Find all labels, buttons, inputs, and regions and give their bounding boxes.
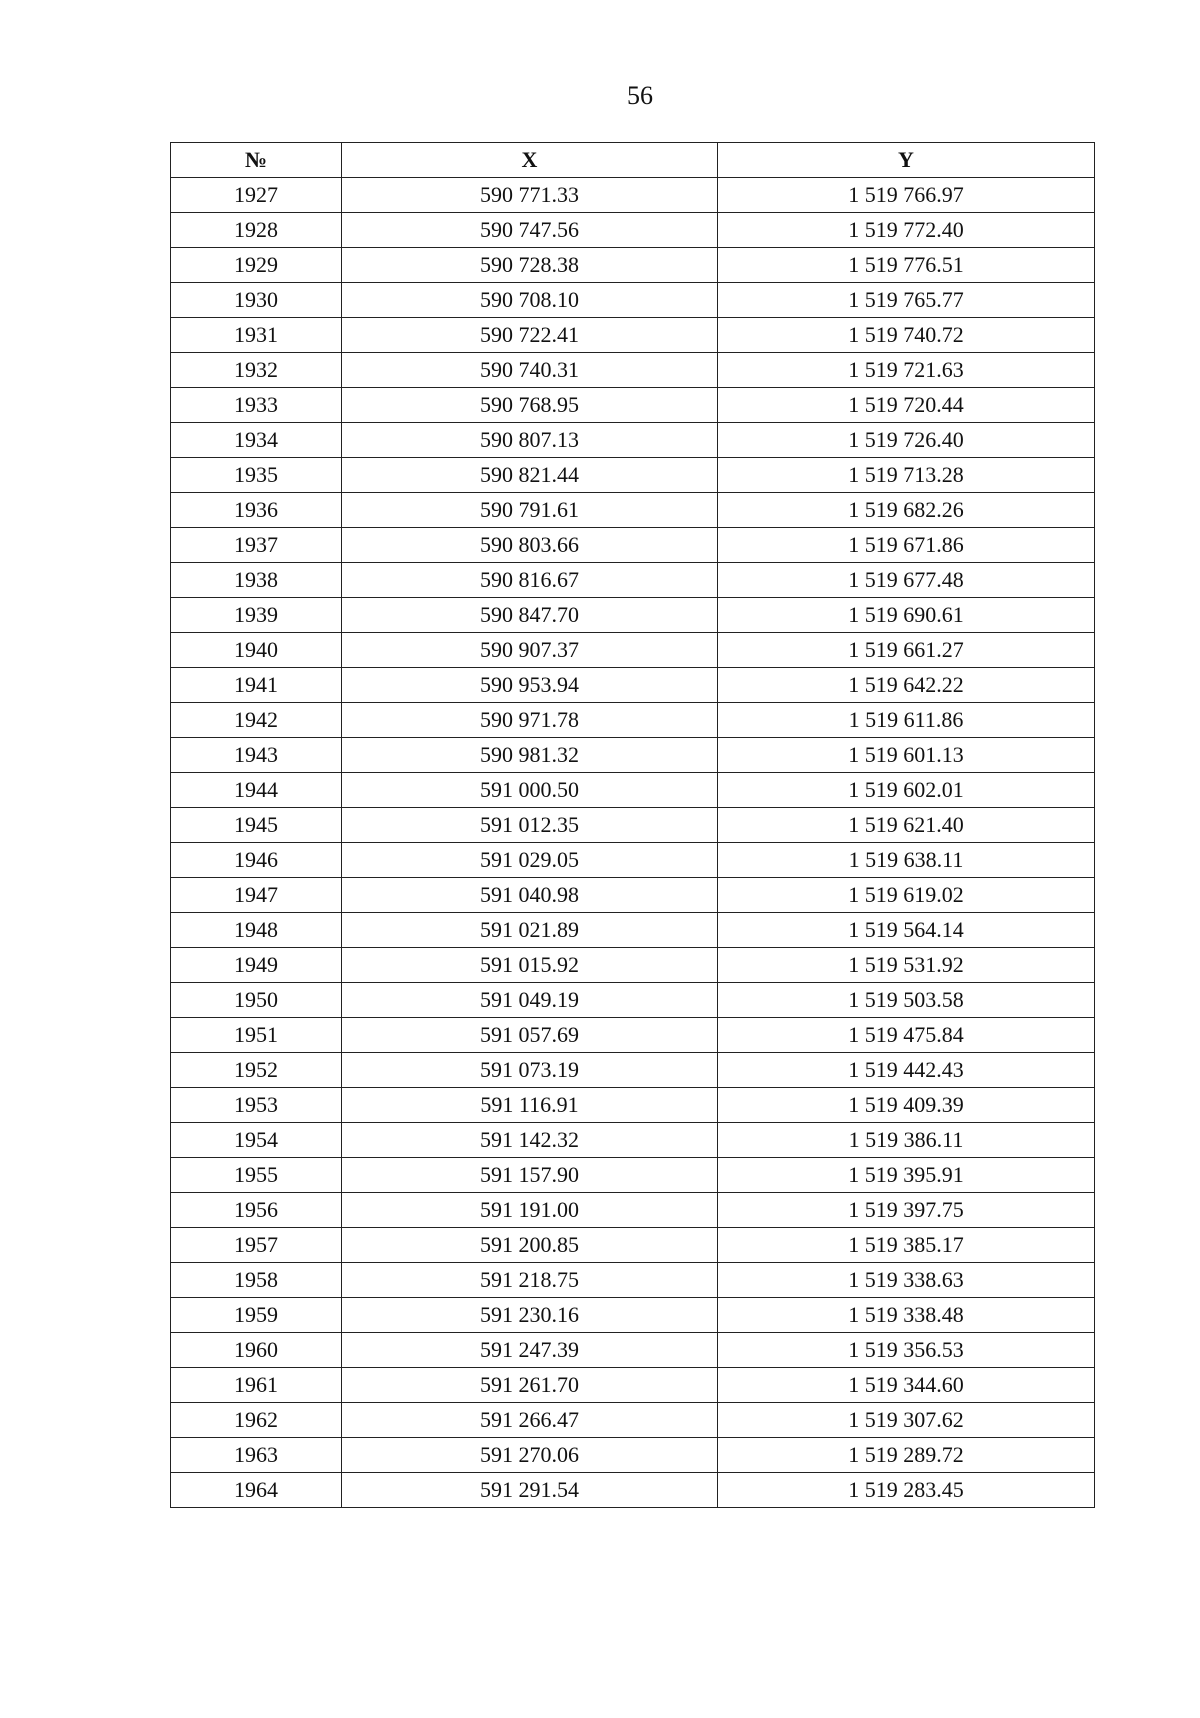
cell-x-coordinate: 591 191.00 bbox=[342, 1193, 718, 1228]
table-row bbox=[171, 423, 1095, 458]
cell-y-coordinate: 1 519 671.86 bbox=[718, 528, 1095, 563]
table-row bbox=[171, 1228, 1095, 1263]
page-number: 56 bbox=[627, 81, 653, 110]
cell-y-coordinate: 1 519 531.92 bbox=[718, 948, 1095, 983]
cell-point-number: 1954 bbox=[171, 1123, 342, 1158]
cell-point-number: 1958 bbox=[171, 1263, 342, 1298]
cell-y-coordinate: 1 519 442.43 bbox=[718, 1053, 1095, 1088]
cell-x-coordinate: 591 000.50 bbox=[342, 773, 718, 808]
cell-x-coordinate: 591 142.32 bbox=[342, 1123, 718, 1158]
table-row bbox=[171, 703, 1095, 738]
cell-x-coordinate: 591 200.85 bbox=[342, 1228, 718, 1263]
cell-point-number: 1927 bbox=[171, 178, 342, 213]
cell-point-number: 1943 bbox=[171, 738, 342, 773]
column-header-y: Y bbox=[718, 143, 1095, 178]
cell-x-coordinate: 590 768.95 bbox=[342, 388, 718, 423]
cell-y-coordinate: 1 519 740.72 bbox=[718, 318, 1095, 353]
cell-point-number: 1928 bbox=[171, 213, 342, 248]
cell-y-coordinate: 1 519 682.26 bbox=[718, 493, 1095, 528]
table-row bbox=[171, 1298, 1095, 1333]
cell-y-coordinate: 1 519 611.86 bbox=[718, 703, 1095, 738]
cell-x-coordinate: 591 270.06 bbox=[342, 1438, 718, 1473]
cell-point-number: 1932 bbox=[171, 353, 342, 388]
table-row bbox=[171, 1158, 1095, 1193]
table-row bbox=[171, 563, 1095, 598]
cell-x-coordinate: 591 291.54 bbox=[342, 1473, 718, 1508]
cell-y-coordinate: 1 519 356.53 bbox=[718, 1333, 1095, 1368]
cell-x-coordinate: 591 040.98 bbox=[342, 878, 718, 913]
table-row bbox=[171, 773, 1095, 808]
table-row bbox=[171, 1053, 1095, 1088]
cell-point-number: 1964 bbox=[171, 1473, 342, 1508]
cell-x-coordinate: 591 157.90 bbox=[342, 1158, 718, 1193]
cell-x-coordinate: 590 981.32 bbox=[342, 738, 718, 773]
cell-x-coordinate: 591 073.19 bbox=[342, 1053, 718, 1088]
cell-y-coordinate: 1 519 621.40 bbox=[718, 808, 1095, 843]
cell-point-number: 1946 bbox=[171, 843, 342, 878]
cell-point-number: 1948 bbox=[171, 913, 342, 948]
table-row bbox=[171, 283, 1095, 318]
cell-point-number: 1957 bbox=[171, 1228, 342, 1263]
table-row bbox=[171, 1333, 1095, 1368]
cell-y-coordinate: 1 519 475.84 bbox=[718, 1018, 1095, 1053]
cell-x-coordinate: 590 821.44 bbox=[342, 458, 718, 493]
table-row bbox=[171, 178, 1095, 213]
table-row bbox=[171, 843, 1095, 878]
cell-x-coordinate: 591 247.39 bbox=[342, 1333, 718, 1368]
cell-y-coordinate: 1 519 395.91 bbox=[718, 1158, 1095, 1193]
cell-x-coordinate: 591 057.69 bbox=[342, 1018, 718, 1053]
table-row bbox=[171, 493, 1095, 528]
table-row bbox=[171, 318, 1095, 353]
cell-point-number: 1947 bbox=[171, 878, 342, 913]
cell-point-number: 1945 bbox=[171, 808, 342, 843]
coordinates-table bbox=[170, 142, 1095, 1508]
cell-point-number: 1963 bbox=[171, 1438, 342, 1473]
cell-y-coordinate: 1 519 726.40 bbox=[718, 423, 1095, 458]
cell-point-number: 1942 bbox=[171, 703, 342, 738]
cell-y-coordinate: 1 519 619.02 bbox=[718, 878, 1095, 913]
table-row bbox=[171, 948, 1095, 983]
cell-y-coordinate: 1 519 289.72 bbox=[718, 1438, 1095, 1473]
cell-x-coordinate: 590 708.10 bbox=[342, 283, 718, 318]
cell-y-coordinate: 1 519 344.60 bbox=[718, 1368, 1095, 1403]
cell-x-coordinate: 590 747.56 bbox=[342, 213, 718, 248]
cell-point-number: 1938 bbox=[171, 563, 342, 598]
table-row bbox=[171, 1263, 1095, 1298]
cell-y-coordinate: 1 519 765.77 bbox=[718, 283, 1095, 318]
table-row bbox=[171, 1438, 1095, 1473]
cell-point-number: 1950 bbox=[171, 983, 342, 1018]
cell-y-coordinate: 1 519 338.63 bbox=[718, 1263, 1095, 1298]
cell-x-coordinate: 590 847.70 bbox=[342, 598, 718, 633]
cell-y-coordinate: 1 519 690.61 bbox=[718, 598, 1095, 633]
table-header-row bbox=[171, 143, 1095, 178]
cell-y-coordinate: 1 519 601.13 bbox=[718, 738, 1095, 773]
cell-y-coordinate: 1 519 386.11 bbox=[718, 1123, 1095, 1158]
table-row bbox=[171, 1403, 1095, 1438]
cell-point-number: 1960 bbox=[171, 1333, 342, 1368]
cell-x-coordinate: 590 740.31 bbox=[342, 353, 718, 388]
cell-point-number: 1936 bbox=[171, 493, 342, 528]
table-row bbox=[171, 528, 1095, 563]
cell-point-number: 1949 bbox=[171, 948, 342, 983]
cell-x-coordinate: 590 953.94 bbox=[342, 668, 718, 703]
cell-point-number: 1929 bbox=[171, 248, 342, 283]
cell-y-coordinate: 1 519 661.27 bbox=[718, 633, 1095, 668]
cell-point-number: 1939 bbox=[171, 598, 342, 633]
table-row bbox=[171, 983, 1095, 1018]
cell-y-coordinate: 1 519 776.51 bbox=[718, 248, 1095, 283]
cell-y-coordinate: 1 519 503.58 bbox=[718, 983, 1095, 1018]
cell-y-coordinate: 1 519 409.39 bbox=[718, 1088, 1095, 1123]
cell-x-coordinate: 591 029.05 bbox=[342, 843, 718, 878]
cell-point-number: 1953 bbox=[171, 1088, 342, 1123]
table-row bbox=[171, 1368, 1095, 1403]
table-row bbox=[171, 598, 1095, 633]
column-header-x: X bbox=[342, 143, 718, 178]
table-row bbox=[171, 913, 1095, 948]
cell-point-number: 1944 bbox=[171, 773, 342, 808]
cell-y-coordinate: 1 519 721.63 bbox=[718, 353, 1095, 388]
cell-x-coordinate: 591 218.75 bbox=[342, 1263, 718, 1298]
cell-y-coordinate: 1 519 677.48 bbox=[718, 563, 1095, 598]
table-row bbox=[171, 213, 1095, 248]
table-row bbox=[171, 248, 1095, 283]
cell-y-coordinate: 1 519 564.14 bbox=[718, 913, 1095, 948]
table-row bbox=[171, 353, 1095, 388]
column-header-number: № bbox=[171, 143, 342, 178]
cell-point-number: 1956 bbox=[171, 1193, 342, 1228]
cell-point-number: 1959 bbox=[171, 1298, 342, 1333]
cell-point-number: 1961 bbox=[171, 1368, 342, 1403]
table-row bbox=[171, 633, 1095, 668]
cell-point-number: 1934 bbox=[171, 423, 342, 458]
table-row bbox=[171, 1018, 1095, 1053]
cell-x-coordinate: 590 771.33 bbox=[342, 178, 718, 213]
table-row bbox=[171, 1473, 1095, 1508]
cell-y-coordinate: 1 519 772.40 bbox=[718, 213, 1095, 248]
cell-y-coordinate: 1 519 385.17 bbox=[718, 1228, 1095, 1263]
cell-y-coordinate: 1 519 338.48 bbox=[718, 1298, 1095, 1333]
cell-x-coordinate: 590 907.37 bbox=[342, 633, 718, 668]
cell-y-coordinate: 1 519 638.11 bbox=[718, 843, 1095, 878]
cell-y-coordinate: 1 519 307.62 bbox=[718, 1403, 1095, 1438]
cell-x-coordinate: 591 012.35 bbox=[342, 808, 718, 843]
table-row bbox=[171, 668, 1095, 703]
cell-x-coordinate: 591 261.70 bbox=[342, 1368, 718, 1403]
cell-x-coordinate: 590 803.66 bbox=[342, 528, 718, 563]
cell-point-number: 1937 bbox=[171, 528, 342, 563]
cell-x-coordinate: 591 021.89 bbox=[342, 913, 718, 948]
cell-y-coordinate: 1 519 283.45 bbox=[718, 1473, 1095, 1508]
cell-y-coordinate: 1 519 602.01 bbox=[718, 773, 1095, 808]
cell-x-coordinate: 590 791.61 bbox=[342, 493, 718, 528]
cell-point-number: 1951 bbox=[171, 1018, 342, 1053]
cell-y-coordinate: 1 519 397.75 bbox=[718, 1193, 1095, 1228]
cell-x-coordinate: 590 816.67 bbox=[342, 563, 718, 598]
cell-x-coordinate: 590 971.78 bbox=[342, 703, 718, 738]
table-row bbox=[171, 808, 1095, 843]
cell-point-number: 1962 bbox=[171, 1403, 342, 1438]
cell-point-number: 1933 bbox=[171, 388, 342, 423]
cell-x-coordinate: 590 728.38 bbox=[342, 248, 718, 283]
table-row bbox=[171, 388, 1095, 423]
cell-point-number: 1955 bbox=[171, 1158, 342, 1193]
cell-point-number: 1931 bbox=[171, 318, 342, 353]
table-row bbox=[171, 1088, 1095, 1123]
cell-point-number: 1930 bbox=[171, 283, 342, 318]
table-row bbox=[171, 1193, 1095, 1228]
table-row bbox=[171, 878, 1095, 913]
table-row bbox=[171, 1123, 1095, 1158]
cell-x-coordinate: 591 266.47 bbox=[342, 1403, 718, 1438]
cell-y-coordinate: 1 519 720.44 bbox=[718, 388, 1095, 423]
cell-x-coordinate: 591 230.16 bbox=[342, 1298, 718, 1333]
cell-point-number: 1952 bbox=[171, 1053, 342, 1088]
cell-y-coordinate: 1 519 713.28 bbox=[718, 458, 1095, 493]
cell-x-coordinate: 590 807.13 bbox=[342, 423, 718, 458]
cell-point-number: 1941 bbox=[171, 668, 342, 703]
cell-x-coordinate: 590 722.41 bbox=[342, 318, 718, 353]
table-row bbox=[171, 738, 1095, 773]
table-row bbox=[171, 458, 1095, 493]
cell-y-coordinate: 1 519 642.22 bbox=[718, 668, 1095, 703]
cell-x-coordinate: 591 116.91 bbox=[342, 1088, 718, 1123]
cell-x-coordinate: 591 015.92 bbox=[342, 948, 718, 983]
cell-point-number: 1935 bbox=[171, 458, 342, 493]
cell-point-number: 1940 bbox=[171, 633, 342, 668]
table-body bbox=[171, 178, 1095, 1508]
cell-x-coordinate: 591 049.19 bbox=[342, 983, 718, 1018]
cell-y-coordinate: 1 519 766.97 bbox=[718, 178, 1095, 213]
